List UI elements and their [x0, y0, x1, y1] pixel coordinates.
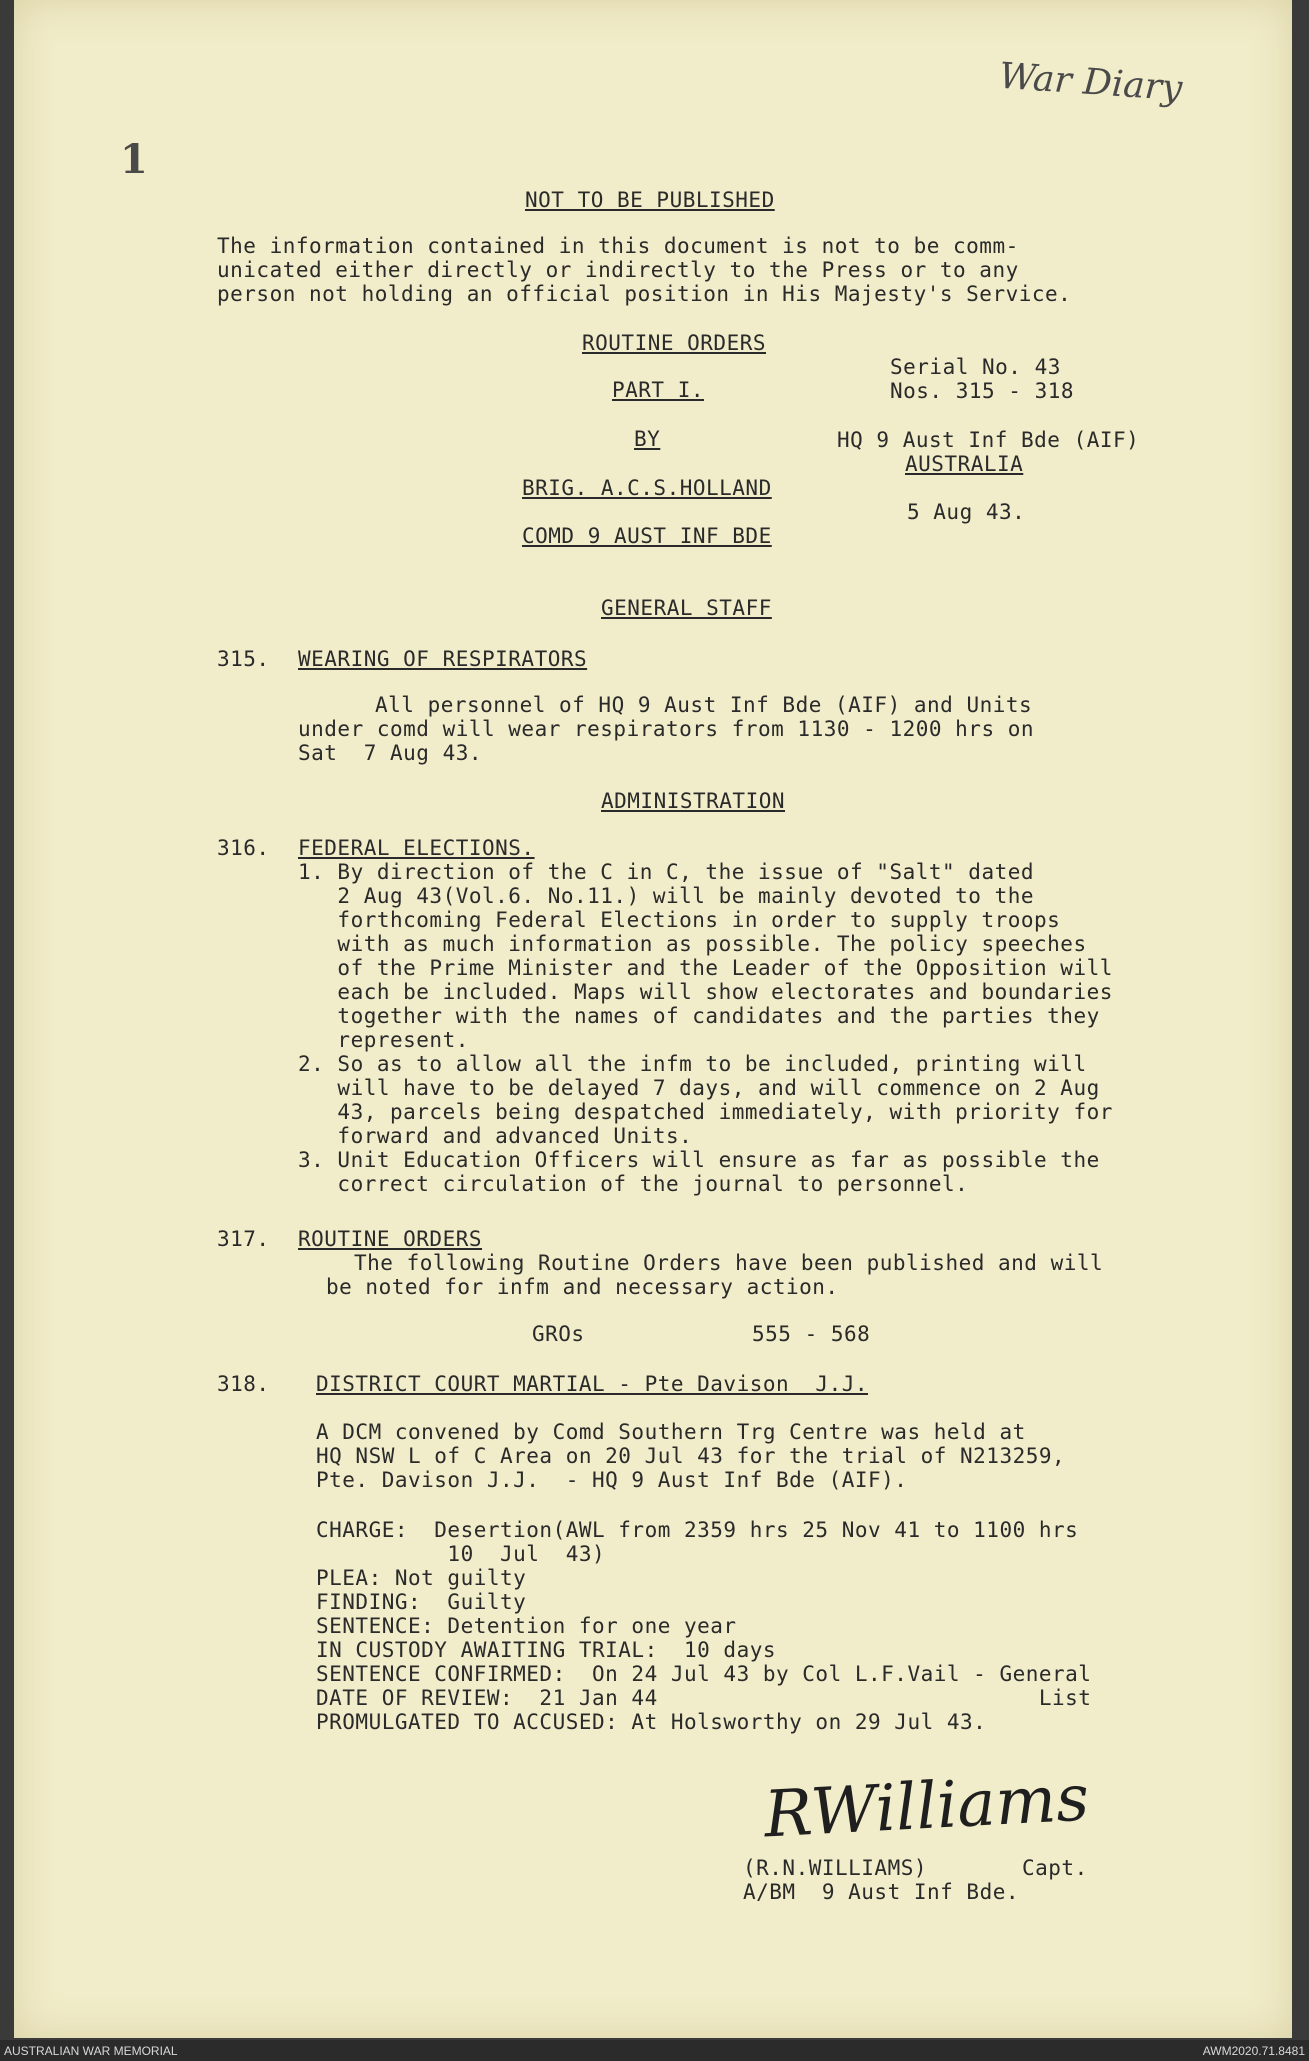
order-316-line: each be included. Maps will show electorates and boundaries: [298, 980, 1113, 1004]
custody-detail: IN CUSTODY AWAITING TRIAL: 10 days: [316, 1638, 777, 1662]
order-318-title: DISTRICT COURT MARTIAL - Pte Davison J.J.: [316, 1372, 869, 1396]
restriction-line: person not holding an official position in His Majesty's Service.: [217, 282, 1072, 306]
signatory-rank: Capt.: [1022, 1856, 1088, 1880]
serial-number: Serial No. 43: [890, 355, 1061, 379]
restriction-line: unicated either directly or indirectly to the Press or to any: [217, 258, 1019, 282]
brigadier-name: BRIG. A.C.S.HOLLAND: [522, 476, 772, 500]
order-316-title: FEDERAL ELECTIONS.: [298, 836, 535, 860]
hq-label: HQ 9 Aust Inf Bde (AIF): [837, 428, 1140, 452]
charge-detail: CHARGE: Desertion(AWL from 2359 hrs 25 Nov 41 to 1100 hrs: [316, 1518, 1079, 1542]
signature: RWilliams: [762, 1761, 1091, 1853]
order-316-line: together with the names of candidates and the parties they: [298, 1004, 1100, 1028]
order-316-line: 3. Unit Education Officers will ensure as far as possible the: [298, 1148, 1100, 1172]
order-315-number: 315.: [217, 647, 270, 671]
gro-label: GROs: [532, 1322, 585, 1346]
footer-reference: AWM2020.71.8481: [1202, 2044, 1305, 2058]
routine-orders-title: ROUTINE ORDERS: [582, 331, 767, 355]
order-315-line: All personnel of HQ 9 Aust Inf Bde (AIF) and Units: [375, 693, 1033, 717]
restriction-line: The information contained in this document is not to be comm-: [217, 234, 1019, 258]
order-316-line: correct circulation of the journal to personnel.: [298, 1172, 969, 1196]
order-316-line: of the Prime Minister and the Leader of the Opposition will: [298, 956, 1113, 980]
war-diary-note: War Diary: [997, 55, 1184, 110]
order-316-line: forward and advanced Units.: [298, 1124, 693, 1148]
order-316-line: 43, parcels being despatched immediately, with priority for: [298, 1100, 1113, 1124]
order-316-line: 1. By direction of the C in C, the issue of "Salt" dated: [298, 860, 1035, 884]
order-318-number: 318.: [217, 1372, 270, 1396]
order-315-title: WEARING OF RESPIRATORS: [298, 647, 588, 671]
corner-mark: 1: [120, 136, 148, 183]
order-317-line: The following Routine Orders have been published and will: [354, 1251, 1104, 1275]
commander-title: COMD 9 AUST INF BDE: [522, 524, 772, 548]
order-317-title: ROUTINE ORDERS: [298, 1227, 483, 1251]
plea-detail: PLEA: Not guilty: [316, 1566, 527, 1590]
signatory-appointment: A/BM 9 Aust Inf Bde.: [743, 1880, 1020, 1904]
order-318-line: HQ NSW L of C Area on 20 Jul 43 for the trial of N213259,: [316, 1444, 1066, 1468]
administration-heading: ADMINISTRATION: [601, 789, 786, 813]
archive-footer: [0, 2040, 1309, 2061]
order-317-line: be noted for infm and necessary action.: [326, 1275, 839, 1299]
promulgated-detail: PROMULGATED TO ACCUSED: At Holsworthy on 29 Jul 43.: [316, 1710, 987, 1734]
order-316-number: 316.: [217, 836, 270, 860]
document-page: [14, 0, 1292, 2038]
order-315-line: under comd will wear respirators from 1130 - 1200 hrs on: [298, 717, 1035, 741]
not-published-heading: NOT TO BE PUBLISHED: [525, 188, 775, 212]
order-numbers: Nos. 315 - 318: [890, 379, 1075, 403]
order-316-line: 2. So as to allow all the infm to be included, printing will: [298, 1052, 1087, 1076]
order-316-line: with as much information as possible. The policy speeches: [298, 932, 1087, 956]
finding-detail: FINDING: Guilty: [316, 1590, 527, 1614]
order-317-number: 317.: [217, 1227, 270, 1251]
footer-institution: AUSTRALIAN WAR MEMORIAL: [4, 2044, 178, 2058]
general-staff-heading: GENERAL STAFF: [601, 596, 772, 620]
order-316-line: 2 Aug 43(Vol.6. No.11.) will be mainly devoted to the: [298, 884, 1035, 908]
order-316-line: will have to be delayed 7 days, and will commence on 2 Aug: [298, 1076, 1100, 1100]
part-label: PART I.: [612, 378, 705, 402]
confirmed-detail: SENTENCE CONFIRMED: On 24 Jul 43 by Col L.F.Vail - General: [316, 1662, 1092, 1686]
by-label: BY: [634, 427, 661, 451]
place-label: AUSTRALIA: [905, 452, 1024, 476]
order-316-line: represent.: [298, 1028, 469, 1052]
order-318-line: Pte. Davison J.J. - HQ 9 Aust Inf Bde (AIF).: [316, 1468, 908, 1492]
charge-detail: 10 Jul 43): [316, 1542, 606, 1566]
review-detail: DATE OF REVIEW: 21 Jan 44 List: [316, 1686, 1092, 1710]
order-318-line: A DCM convened by Comd Southern Trg Centre was held at: [316, 1420, 1026, 1444]
order-date: 5 Aug 43.: [907, 500, 1026, 524]
order-316-line: forthcoming Federal Elections in order to supply troops: [298, 908, 1061, 932]
sentence-detail: SENTENCE: Detention for one year: [316, 1614, 737, 1638]
gro-range: 555 - 568: [752, 1322, 871, 1346]
signatory-name: (R.N.WILLIAMS): [743, 1856, 928, 1880]
order-315-line: Sat 7 Aug 43.: [298, 741, 483, 765]
